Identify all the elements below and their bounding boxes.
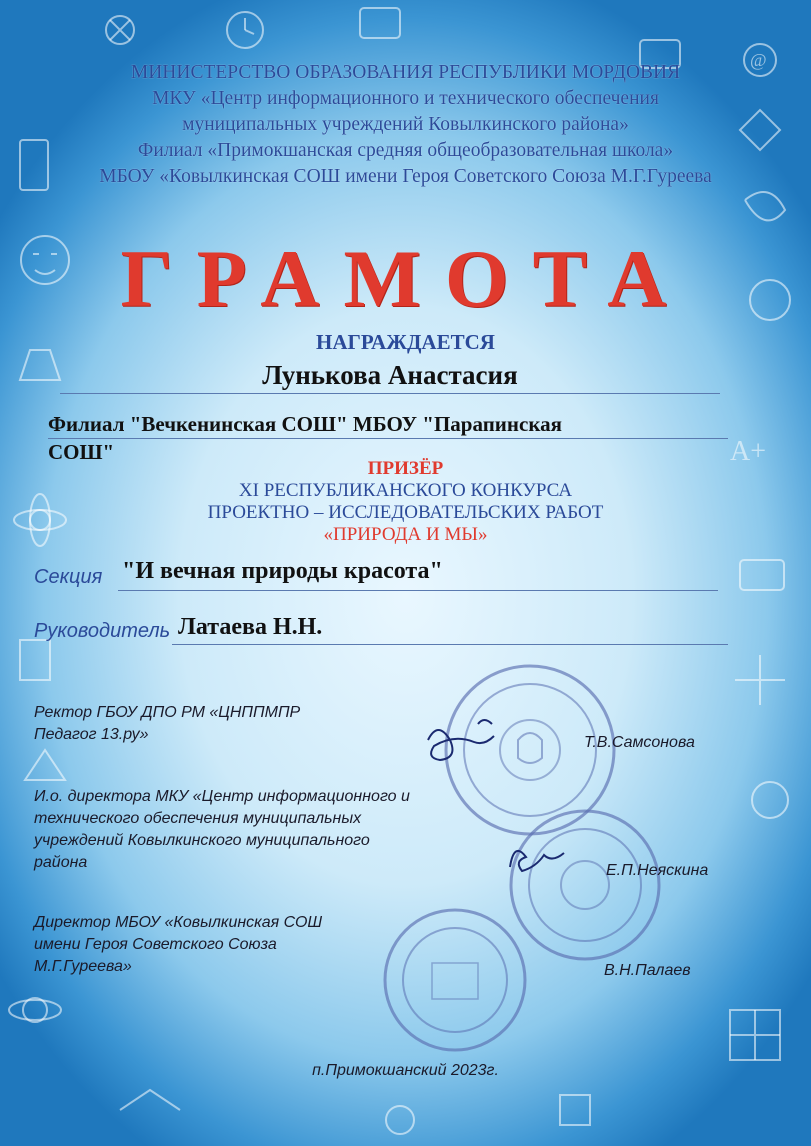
- signatory-2-title: [34, 786, 410, 874]
- header-line-school: МБОУ «Ковылкинская СОШ имени Героя Советского Союза М.Г.Гуреева: [99, 166, 712, 187]
- school-line-2: СОШ": [48, 440, 115, 464]
- signatory-2-line-4: района: [34, 854, 88, 871]
- section-underline: [118, 590, 718, 591]
- svg-text:@: @: [750, 50, 767, 70]
- contest-name: «ПРИРОДА И МЫ»: [323, 524, 488, 545]
- signatory-1-line-2: Педагог 13.ру»: [34, 726, 149, 743]
- place-and-year: п.Примокшанский 2023г.: [312, 1062, 499, 1079]
- signatory-3-line-2: имени Героя Советского Союза: [34, 936, 277, 953]
- recipient-name: Лунькова Анастасия: [60, 360, 720, 394]
- header-line-ministry: МИНИСТЕРСТВО ОБРАЗОВАНИЯ РЕСПУБЛИКИ МОРДОВИЯ: [130, 62, 681, 83]
- awarded-label: НАГРАЖДАЕТСЯ: [316, 330, 495, 354]
- school-line-1: Филиал "Вечкенинская СОШ" МБОУ "Парапинская: [48, 412, 562, 436]
- signatory-1-line-1: Ректор ГБОУ ДПО РМ «ЦНППМПР: [34, 704, 301, 721]
- header-line-mku: МКУ «Центр информационного и технического обеспечения: [152, 88, 659, 109]
- certificate-title: ГРАМОТА: [120, 233, 691, 324]
- section-value: "И вечная природы красота": [122, 558, 443, 584]
- supervisor-label: Руководитель: [34, 620, 171, 642]
- signature-samsonova: [418, 710, 528, 770]
- stamp-seal-3: [380, 905, 530, 1055]
- supervisor-underline: [172, 644, 728, 645]
- signatory-3-line-1: Директор МБОУ «Ковылкинская СОШ: [34, 914, 323, 931]
- svg-text:A+: A+: [730, 436, 767, 467]
- signatory-1-title: [34, 702, 300, 746]
- prize-place: ПРИЗЁР: [367, 458, 444, 479]
- signatory-3-line-3: М.Г.Гуреева»: [34, 958, 132, 975]
- signatory-3-title: [34, 912, 322, 978]
- header-line-branch: Филиал «Примокшанская средняя общеобразовательная школа»: [137, 140, 674, 161]
- signatory-3-name: В.Н.Палаев: [604, 962, 691, 979]
- signatory-2-line-3: учреждений Ковылкинского муниципального: [34, 832, 370, 849]
- signatory-2-line-1: И.о. директора МКУ «Центр информационного и: [34, 788, 410, 805]
- supervisor-value: Латаева Н.Н.: [178, 614, 323, 640]
- section-label: Секция: [34, 566, 103, 588]
- contest-line-2: ПРОЕКТНО – ИССЛЕДОВАТЕЛЬСКИХ РАБОТ: [207, 502, 604, 523]
- signature-neyaskina: [500, 832, 590, 882]
- issuer-header: [40, 60, 771, 190]
- prize-block: [0, 458, 811, 546]
- header-line-mku-cont: муниципальных учреждений Ковылкинского района»: [182, 114, 629, 135]
- signatory-2-name: Е.П.Неяскина: [606, 862, 709, 879]
- contest-line-1: XI РЕСПУБЛИКАНСКОГО КОНКУРСА: [238, 480, 573, 501]
- signatory-1-name: Т.В.Самсонова: [584, 734, 695, 751]
- school-underline: [48, 438, 728, 439]
- signatory-2-line-2: технического обеспечения муниципальных: [34, 810, 362, 827]
